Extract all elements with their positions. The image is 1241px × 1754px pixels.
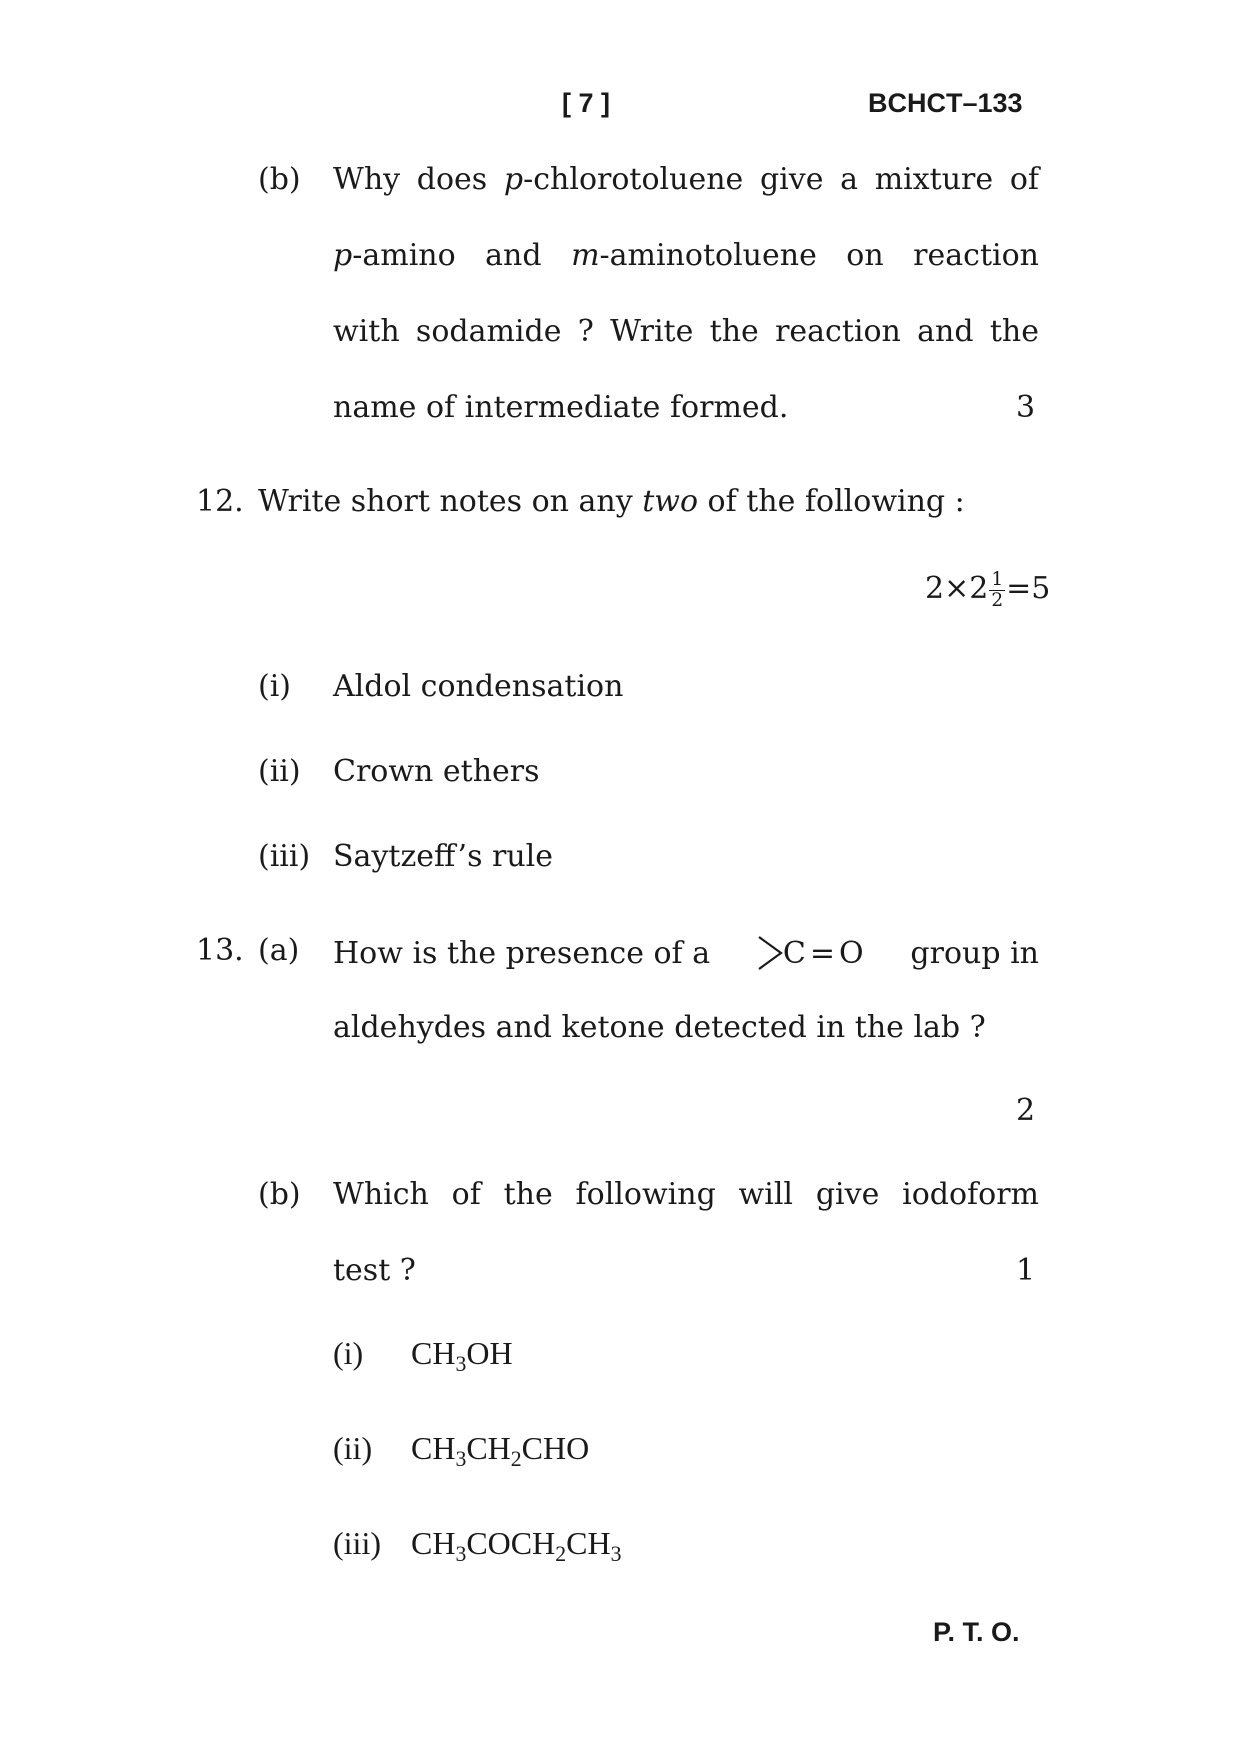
q13b-line-1: Which of the following will give iodoform — [333, 1177, 1039, 1212]
carbonyl-bonds-icon — [757, 933, 783, 973]
q12-number: 12. — [196, 484, 244, 519]
q11b-line-2: p-amino and m-aminotoluene on reaction — [333, 238, 1039, 273]
paper-code: BCHCT–133 — [868, 88, 1023, 118]
formula-ch3coch2ch3: $CH_3COCH_2CH_3$ — [411, 1525, 622, 1566]
q11b-label: (b) — [258, 162, 301, 197]
q12-item-text: Crown ethers — [333, 754, 540, 789]
q12-item-label: (i) — [258, 669, 292, 704]
q12-item-label: (ii) — [258, 754, 301, 789]
q13b-marks: 1 — [1016, 1253, 1036, 1288]
q11b-line-4: name of intermediate formed. — [333, 390, 789, 425]
q12-item-label: (iii) — [258, 839, 311, 874]
page-number: [ 7 ] — [562, 88, 611, 118]
q11b-marks: 3 — [1016, 390, 1036, 425]
fraction-half: $\frac{1}{2}$ — [991, 569, 1004, 611]
q13-number: 13. — [196, 933, 244, 968]
q12-marks: 2×2 $\frac{1}{2}$ =5 — [925, 569, 1051, 611]
q13a-line-2: aldehydes and ketone detected in the lab ? — [333, 1010, 986, 1045]
q13a-marks: 2 — [1016, 1093, 1036, 1128]
q13b-option-label: (iii) — [333, 1525, 381, 1561]
carbonyl-group: C = O — [757, 933, 864, 973]
q12-text: Write short notes on any two of the following : — [258, 484, 965, 519]
q11b-line-1: Why does p-chlorotoluene give a mixture of — [333, 162, 1040, 197]
q13b-option-label: (ii) — [333, 1430, 373, 1466]
pto-footer: P. T. O. — [933, 1617, 1020, 1647]
q12-item-text: Aldol condensation — [333, 669, 624, 704]
q13b-option-label: (i) — [333, 1335, 364, 1371]
formula-ch3oh: $CH_3OH$ — [411, 1335, 513, 1376]
q13a-label: (a) — [258, 933, 300, 968]
q11b-line-3: with sodamide ? Write the reaction and the — [333, 314, 1039, 349]
q13a-line-1: How is the presence of a C = O group in — [333, 933, 1039, 973]
formula-ch3ch2cho: $CH_3CH_2CHO$ — [411, 1430, 590, 1471]
q12-item-text: Saytzeff’s rule — [333, 839, 554, 874]
q13b-label: (b) — [258, 1177, 301, 1212]
q13b-line-2: test ? — [333, 1253, 416, 1288]
